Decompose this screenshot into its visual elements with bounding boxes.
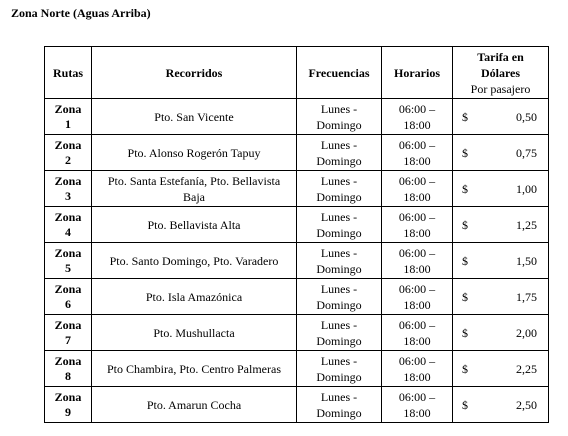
zone-word: Zona [54,281,82,296]
frecuencia-end: Domingo [316,405,362,420]
header-frecuencias: Frecuencias [297,47,382,99]
frecuencia-end: Domingo [316,117,362,132]
recorrido-text: Pto. Bellavista Alta [147,217,241,232]
horario-start: 06:00 – [398,389,436,404]
zone-number: 3 [65,188,71,203]
recorrido-text: Pto. Santo Domingo, Pto. Varadero [109,253,279,268]
horario-start: 06:00 – [398,245,436,260]
frecuencia-start: Lunes - [320,317,358,332]
zone-number: 9 [65,404,71,419]
zone-number: 6 [65,296,71,311]
frecuencia-end: Domingo [316,333,362,348]
currency-symbol: $ [462,325,468,340]
recorrido-cell [92,351,297,387]
currency-symbol: $ [462,217,468,232]
table-row [45,279,549,315]
horario-cell [382,135,453,171]
frecuencia-start: Lunes - [320,173,358,188]
frecuencia-end: Domingo [316,261,362,276]
frecuencia-cell [297,315,382,351]
zone-cell [45,351,92,387]
horario-end: 18:00 [403,261,431,276]
recorrido-cell [92,279,297,315]
table-row [45,135,549,171]
horario-end: 18:00 [403,189,431,204]
tarifa-cell [453,207,549,243]
zone-word: Zona [54,389,82,404]
currency-symbol: $ [462,181,468,196]
zone-word: Zona [54,101,82,116]
tarifa-amount: 2,25 [516,361,537,376]
recorrido-cell [92,171,297,207]
recorrido-text: Pto. Amarun Cocha [146,397,242,412]
frecuencia-end: Domingo [316,297,362,312]
zone-word: Zona [54,353,82,368]
horario-cell [382,243,453,279]
currency-symbol: $ [462,253,468,268]
table-row [45,207,549,243]
tarifa-amount: 2,50 [516,397,537,412]
header-tarifa-line3: Por pasajero [470,81,531,96]
zone-cell [45,279,92,315]
horario-end: 18:00 [403,333,431,348]
horario-start: 06:00 – [398,173,436,188]
tarifa-amount: 1,75 [516,289,537,304]
table-row [45,387,549,423]
tarifa-cell [453,351,549,387]
header-tarifa-line2: Dólares [480,65,521,80]
recorrido-text: Pto. Mushullacta [153,325,235,340]
header-rutas: Rutas [45,47,92,99]
table-row [45,315,549,351]
frecuencia-cell [297,351,382,387]
zone-number: 8 [65,368,71,383]
tarifa-amount: 1,50 [516,253,537,268]
horario-cell [382,99,453,135]
recorrido-cell [92,135,297,171]
horario-end: 18:00 [403,225,431,240]
frecuencia-start: Lunes - [320,281,358,296]
zone-word: Zona [54,209,82,224]
recorrido-text-line2: Baja [183,189,205,204]
header-horarios: Horarios [382,47,453,99]
horario-cell [382,315,453,351]
horario-start: 06:00 – [398,317,436,332]
tarifa-amount: 0,50 [516,109,537,124]
zone-word: Zona [54,173,82,188]
recorrido-cell [92,243,297,279]
frecuencia-start: Lunes - [320,137,358,152]
horario-cell [382,171,453,207]
recorrido-text: Pto. Alonso Rogerón Tapuy [127,145,261,160]
tarifa-amount: 0,75 [516,145,537,160]
horario-start: 06:00 – [398,353,436,368]
horario-cell [382,279,453,315]
tarifa-amount: 2,00 [516,325,537,340]
horario-cell [382,207,453,243]
frecuencia-end: Domingo [316,153,362,168]
header-tarifa [453,47,549,99]
fares-table [44,46,549,423]
recorrido-text: Pto. San Vicente [154,109,234,124]
horario-start: 06:00 – [398,101,436,116]
tarifa-cell [453,135,549,171]
frecuencia-end: Domingo [316,189,362,204]
frecuencia-start: Lunes - [320,101,358,116]
recorrido-cell [92,99,297,135]
tarifa-cell [453,387,549,423]
zone-cell [45,135,92,171]
frecuencia-cell [297,171,382,207]
zone-cell [45,171,92,207]
zone-word: Zona [54,317,82,332]
frecuencia-start: Lunes - [320,389,358,404]
horario-end: 18:00 [403,153,431,168]
recorrido-text: Pto. Santa Estefanía, Pto. Bellavista [107,173,281,188]
zone-word: Zona [54,245,82,260]
horario-cell [382,387,453,423]
frecuencia-start: Lunes - [320,245,358,260]
recorrido-text: Pto Chambira, Pto. Centro Palmeras [107,361,281,376]
horario-start: 06:00 – [398,281,436,296]
frecuencia-cell [297,99,382,135]
zone-word: Zona [54,137,82,152]
zone-cell [45,243,92,279]
currency-symbol: $ [462,145,468,160]
tarifa-cell [453,243,549,279]
horario-cell [382,351,453,387]
table-row [45,243,549,279]
zone-cell [45,387,92,423]
zone-number: 1 [65,116,71,131]
frecuencia-cell [297,279,382,315]
frecuencia-end: Domingo [316,369,362,384]
zone-number: 2 [65,152,71,167]
frecuencia-cell [297,243,382,279]
tarifa-cell [453,279,549,315]
recorrido-cell [92,207,297,243]
tarifa-amount: 1,25 [516,217,537,232]
zone-cell [45,315,92,351]
table-row [45,171,549,207]
horario-end: 18:00 [403,369,431,384]
horario-end: 18:00 [403,405,431,420]
recorrido-text: Pto. Isla Amazónica [145,289,243,304]
zone-number: 7 [65,332,71,347]
tarifa-amount: 1,00 [516,181,537,196]
zone-number: 5 [65,260,71,275]
frecuencia-start: Lunes - [320,353,358,368]
horario-end: 18:00 [403,117,431,132]
horario-start: 06:00 – [398,137,436,152]
currency-symbol: $ [462,397,468,412]
table-header-row [45,47,549,99]
frecuencia-cell [297,135,382,171]
tarifa-cell [453,99,549,135]
currency-symbol: $ [462,361,468,376]
frecuencia-end: Domingo [316,225,362,240]
table-row [45,351,549,387]
zone-cell [45,207,92,243]
header-recorridos: Recorridos [92,47,297,99]
table-row [45,99,549,135]
frecuencia-cell [297,387,382,423]
page-title: Zona Norte (Aguas Arriba) [11,6,151,20]
frecuencia-cell [297,207,382,243]
recorrido-cell [92,315,297,351]
frecuencia-start: Lunes - [320,209,358,224]
currency-symbol: $ [462,109,468,124]
zone-cell [45,99,92,135]
recorrido-cell [92,387,297,423]
horario-start: 06:00 – [398,209,436,224]
header-tarifa-line1: Tarifa en [477,49,524,64]
currency-symbol: $ [462,289,468,304]
zone-number: 4 [65,224,71,239]
tarifa-cell [453,315,549,351]
tarifa-cell [453,171,549,207]
horario-end: 18:00 [403,297,431,312]
